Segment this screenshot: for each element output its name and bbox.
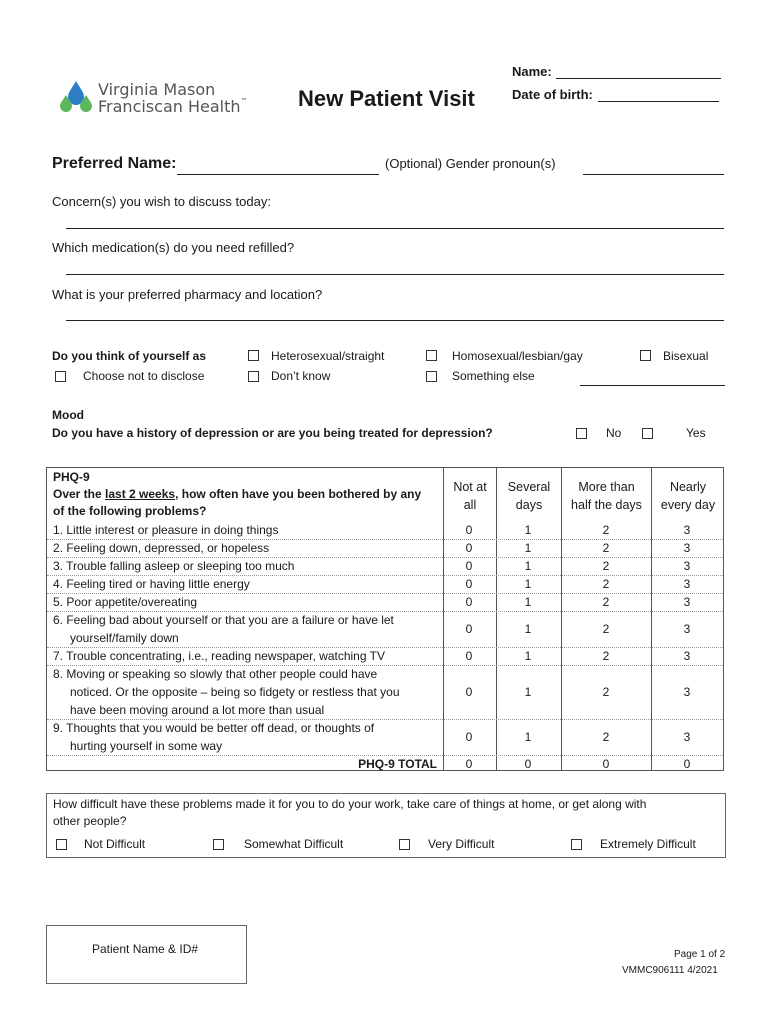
logo xyxy=(58,79,258,119)
score-cell[interactable]: 1 xyxy=(524,540,532,555)
phq9-row-1 xyxy=(47,521,723,540)
question-text: 8. Moving or speaking so slowly that other people could have noticed. Or the opposite – being so fidgety or restless that you have been moving around a lot more than usual xyxy=(53,667,400,717)
col-header-nearly-every-day: Nearly every day xyxy=(660,480,716,512)
score-cell[interactable]: 0 xyxy=(465,648,473,663)
pronouns-field[interactable] xyxy=(583,174,724,175)
option-homosexual: Homosexual/lesbian/gay xyxy=(452,349,583,363)
score-cell[interactable]: 0 xyxy=(524,756,532,771)
option-dont-know: Don’t know xyxy=(271,369,331,383)
phq9-row-2 xyxy=(47,539,723,558)
option-extremely-difficult: Extremely Difficult xyxy=(600,837,696,851)
score-cell[interactable]: 1 xyxy=(524,621,532,636)
phq9-intro-line2: of the following problems? xyxy=(53,504,207,518)
medications-label: Which medication(s) do you need refilled? xyxy=(52,240,295,255)
score-cell[interactable]: 1 xyxy=(524,522,532,537)
phq9-row-7 xyxy=(47,647,723,666)
checkbox-not-difficult[interactable] xyxy=(56,839,67,850)
score-cell[interactable]: 3 xyxy=(683,648,691,663)
dob-label: Date of birth: xyxy=(512,87,593,102)
score-cell[interactable]: 3 xyxy=(683,684,691,699)
phq9-row-4 xyxy=(47,575,723,594)
checkbox-homosexual[interactable] xyxy=(426,350,437,361)
score-cell[interactable]: 3 xyxy=(683,522,691,537)
page-number: Page 1 of 2 xyxy=(674,949,726,960)
preferred-name-label: Preferred Name: xyxy=(52,155,177,172)
phq9-table xyxy=(46,467,724,771)
pharmacy-label: What is your preferred pharmacy and location? xyxy=(52,287,323,302)
phq9-row-9 xyxy=(47,719,723,756)
score-cell[interactable]: 1 xyxy=(524,558,532,573)
question-text: 9. Thoughts that you would be better off dead, or thoughts of hurting yourself in some way xyxy=(53,721,375,753)
score-cell[interactable]: 1 xyxy=(524,684,532,699)
phq9-row-5 xyxy=(47,593,723,612)
name-field[interactable] xyxy=(556,78,721,79)
checkbox-dont-know[interactable] xyxy=(248,371,259,382)
col-header-more-than-half: More than half the days xyxy=(571,480,642,512)
difficulty-question-line2: other people? xyxy=(53,814,127,828)
score-cell[interactable]: 3 xyxy=(683,576,691,591)
option-choose-not-disclose: Choose not to disclose xyxy=(83,369,205,383)
mood-yes-label: Yes xyxy=(686,426,706,440)
checkbox-mood-yes[interactable] xyxy=(642,428,653,439)
option-something-else: Something else xyxy=(452,369,535,383)
difficulty-box xyxy=(46,793,726,858)
score-cell[interactable]: 0 xyxy=(465,684,473,699)
logo-tm: ™ xyxy=(240,97,248,105)
pharmacy-field[interactable] xyxy=(66,320,724,321)
checkbox-something-else[interactable] xyxy=(426,371,437,382)
question-text: 3. Trouble falling asleep or sleeping too much xyxy=(53,559,295,573)
checkbox-bisexual[interactable] xyxy=(640,350,651,361)
score-cell[interactable]: 3 xyxy=(683,621,691,636)
checkbox-very-difficult[interactable] xyxy=(399,839,410,850)
score-cell[interactable]: 2 xyxy=(602,648,610,663)
option-not-difficult: Not Difficult xyxy=(84,837,146,851)
patient-id-box[interactable] xyxy=(46,925,247,984)
question-text: 4. Feeling tired or having little energy xyxy=(53,577,250,591)
difficulty-question-line1: How difficult have these problems made it for you to do your work, take care of things at home, or get along with xyxy=(53,797,647,811)
score-cell[interactable]: 0 xyxy=(465,576,473,591)
question-text: 6. Feeling bad about yourself or that you are a failure or have let yourself/family down xyxy=(53,613,394,645)
orientation-question: Do you think of yourself as xyxy=(52,349,207,363)
logo-line1: Virginia Mason xyxy=(98,80,216,99)
score-cell[interactable]: 3 xyxy=(683,540,691,555)
score-cell[interactable]: 0 xyxy=(683,756,691,771)
question-text: 1. Little interest or pleasure in doing things xyxy=(53,523,279,537)
medications-field[interactable] xyxy=(66,274,724,275)
checkbox-mood-no[interactable] xyxy=(576,428,587,439)
question-text: 5. Poor appetite/overeating xyxy=(53,595,198,609)
score-cell[interactable]: 2 xyxy=(602,729,610,744)
checkbox-somewhat-difficult[interactable] xyxy=(213,839,224,850)
phq9-total-row xyxy=(47,755,723,773)
preferred-name-field[interactable] xyxy=(177,174,379,175)
score-cell[interactable]: 0 xyxy=(465,540,473,555)
score-cell[interactable]: 2 xyxy=(602,558,610,573)
score-cell[interactable]: 2 xyxy=(602,540,610,555)
phq9-row-3 xyxy=(47,557,723,576)
score-cell[interactable]: 0 xyxy=(465,558,473,573)
score-cell[interactable]: 3 xyxy=(683,558,691,573)
checkbox-heterosexual[interactable] xyxy=(248,350,259,361)
score-cell[interactable]: 0 xyxy=(465,621,473,636)
col-header-several-days: Several days xyxy=(507,480,551,512)
pronouns-label: (Optional) Gender pronoun(s) xyxy=(385,156,556,171)
phq9-title: PHQ-9 xyxy=(53,470,90,484)
option-heterosexual: Heterosexual/straight xyxy=(271,349,385,363)
phq9-intro: Over the last 2 weeks, how often have you been bothered by any xyxy=(53,487,422,501)
score-cell[interactable]: 0 xyxy=(465,729,473,744)
score-cell[interactable]: 0 xyxy=(465,522,473,537)
score-cell[interactable]: 3 xyxy=(683,594,691,609)
logo-line2: Franciscan Health xyxy=(98,97,241,116)
score-cell[interactable]: 0 xyxy=(602,756,610,771)
score-cell[interactable]: 1 xyxy=(524,594,532,609)
concerns-field[interactable] xyxy=(66,228,724,229)
score-cell[interactable]: 2 xyxy=(602,522,610,537)
score-cell[interactable]: 1 xyxy=(524,648,532,663)
page-title: New Patient Visit xyxy=(298,86,475,111)
checkbox-extremely-difficult[interactable] xyxy=(571,839,582,850)
score-cell[interactable]: 2 xyxy=(602,594,610,609)
option-bisexual: Bisexual xyxy=(663,349,709,363)
score-cell[interactable]: 0 xyxy=(465,756,473,771)
score-cell[interactable]: 1 xyxy=(524,729,532,744)
col-header-not-at-all: Not at all xyxy=(453,480,487,512)
concerns-label: Concern(s) you wish to discuss today: xyxy=(52,194,271,209)
score-cell[interactable]: 3 xyxy=(683,729,691,744)
phq9-intro-underline: last 2 weeks xyxy=(105,487,176,501)
score-cell[interactable]: 2 xyxy=(602,576,610,591)
score-cell[interactable]: 2 xyxy=(602,684,610,699)
phq9-row-8 xyxy=(47,665,723,720)
score-cell[interactable]: 2 xyxy=(602,621,610,636)
phq9-total-label: PHQ-9 TOTAL xyxy=(358,757,437,771)
mood-question: Do you have a history of depression or are you being treated for depression? xyxy=(52,426,493,440)
mood-no-label: No xyxy=(606,426,622,440)
something-else-field[interactable] xyxy=(580,385,725,386)
question-text: 7. Trouble concentrating, i.e., reading newspaper, watching TV xyxy=(53,649,385,663)
mood-heading: Mood xyxy=(52,408,84,422)
checkbox-choose-not-disclose[interactable] xyxy=(55,371,66,382)
score-cell[interactable]: 0 xyxy=(465,594,473,609)
option-somewhat-difficult: Somewhat Difficult xyxy=(244,837,344,851)
dob-field[interactable] xyxy=(598,101,719,102)
phq9-row-6 xyxy=(47,611,723,648)
patient-box-label: Patient Name & ID# xyxy=(92,942,199,956)
name-label: Name: xyxy=(512,64,552,79)
option-very-difficult: Very Difficult xyxy=(428,837,495,851)
score-cell[interactable]: 1 xyxy=(524,576,532,591)
logo-drops-icon xyxy=(58,79,94,115)
form-code: VMMC906111 4/2021 xyxy=(622,965,718,976)
question-text: 2. Feeling down, depressed, or hopeless xyxy=(53,541,270,555)
